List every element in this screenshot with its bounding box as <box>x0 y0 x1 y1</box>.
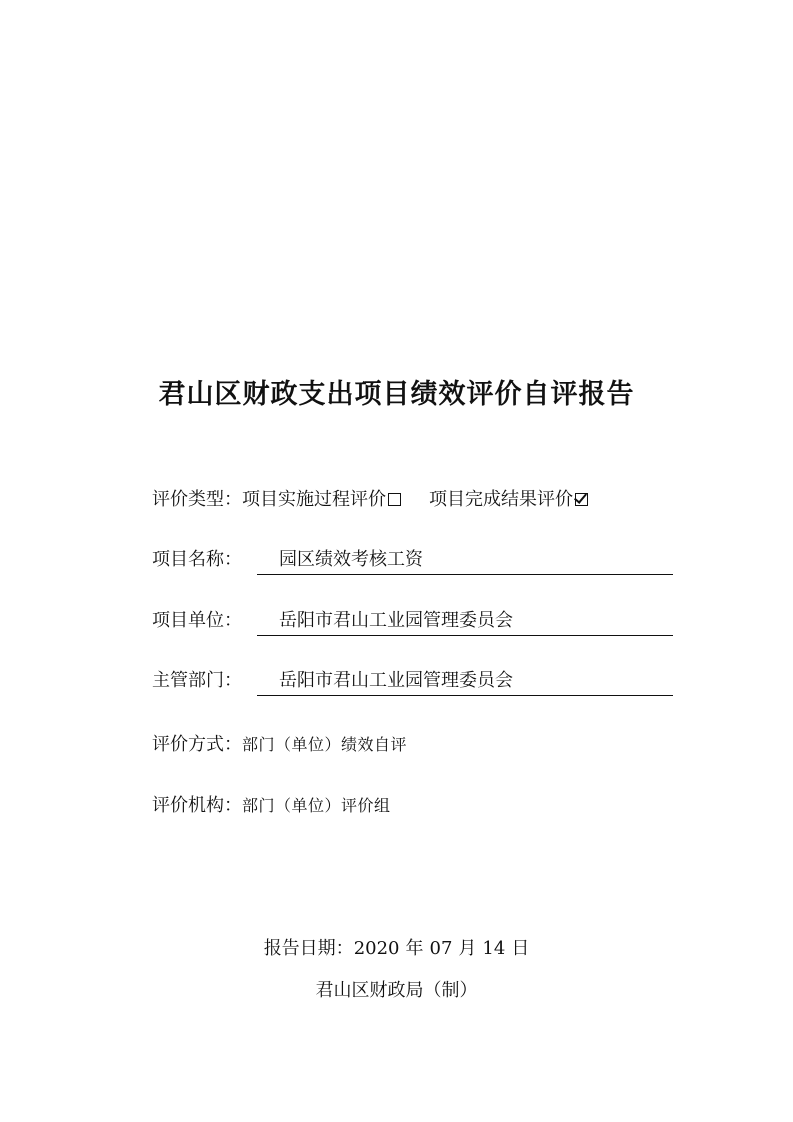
supervisor-label: 主管部门： <box>152 670 242 691</box>
project-name-field: 园区绩效考核工资 <box>257 545 673 575</box>
report-title: 君山区财政支出项目绩效评价自评报告 <box>158 379 635 410</box>
report-date-month-unit: 月 <box>458 938 477 959</box>
report-date-year: 2020 <box>353 938 400 959</box>
supervisor-row <box>152 666 242 696</box>
eval-type-label: 评价类型： <box>152 489 242 510</box>
eval-method-value: 部门（单位）绩效自评 <box>242 735 408 754</box>
eval-type-process-checkbox[interactable] <box>388 493 401 506</box>
report-date-year-unit: 年 <box>405 938 424 959</box>
eval-method-row <box>152 730 407 760</box>
report-date-line <box>0 934 793 960</box>
report-date-day-unit: 日 <box>511 938 530 959</box>
eval-org-label: 评价机构： <box>152 795 242 816</box>
project-unit-field: 岳阳市君山工业园管理委员会 <box>257 606 673 636</box>
eval-method-label: 评价方式： <box>152 734 242 755</box>
report-date-month: 07 <box>429 938 453 959</box>
project-name-label: 项目名称： <box>152 549 242 570</box>
eval-org-value: 部门（单位）评价组 <box>242 796 391 815</box>
eval-org-row <box>152 791 391 821</box>
report-date-label: 报告日期： <box>263 938 354 959</box>
eval-type-option-result: 项目完成结果评价 <box>429 489 573 510</box>
project-unit-label: 项目单位： <box>152 610 242 631</box>
issuer-line: 君山区财政局（制） <box>315 980 478 1001</box>
report-date-day: 14 <box>482 938 506 959</box>
supervisor-field: 岳阳市君山工业园管理委员会 <box>257 666 673 696</box>
eval-type-option-process: 项目实施过程评价 <box>242 489 386 510</box>
project-unit-row <box>152 606 242 636</box>
eval-type-row <box>152 485 588 515</box>
project-name-row <box>152 545 242 575</box>
eval-type-result-checkbox[interactable] <box>575 493 588 506</box>
